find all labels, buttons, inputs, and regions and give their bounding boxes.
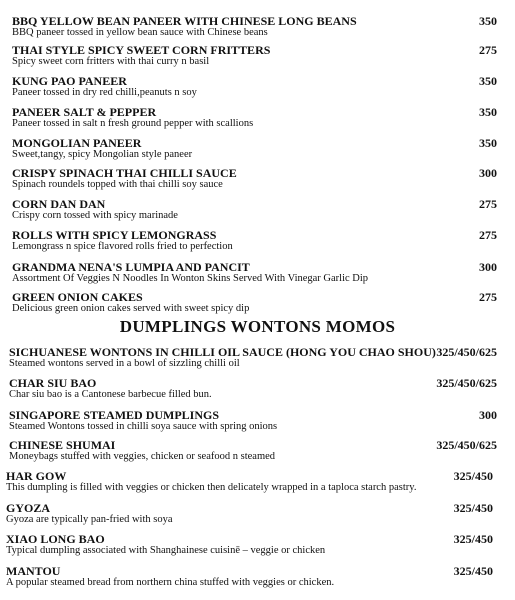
- item-description: Delicious green onion cakes served with sweet spicy dip: [12, 303, 250, 314]
- item-description: Lemongrass n spice flavored rolls fried to perfection: [12, 241, 233, 252]
- item-price: 325/450: [453, 564, 493, 578]
- item-name: CORN DAN DAN: [12, 197, 106, 211]
- item-description: Steamed wontons served in a bowl of sizzling chilli oil: [9, 358, 240, 369]
- item-price: 275: [479, 228, 497, 242]
- item-price: 300: [479, 166, 497, 180]
- item-name: CHAR SIU BAO: [9, 376, 97, 390]
- item-name: KUNG PAO PANEER: [12, 74, 127, 88]
- item-name: XIAO LONG BAO: [6, 532, 105, 546]
- item-price: 325/450/625: [436, 438, 497, 452]
- item-name: ROLLS WITH SPICY LEMONGRASS: [12, 228, 217, 242]
- item-price: 325/450/625: [436, 345, 497, 359]
- item-description: Crispy corn tossed with spicy marinade: [12, 210, 178, 221]
- item-name: CRISPY SPINACH THAI CHILLI SAUCE: [12, 166, 237, 180]
- item-price: 350: [479, 74, 497, 88]
- item-price: 300: [479, 408, 497, 422]
- item-name: MANTOU: [6, 564, 61, 578]
- item-description: Steamed Wontons tossed in chilli soya sauce with spring onions: [9, 421, 278, 432]
- item-description: BBQ paneer tossed in yellow bean sauce with Chinese beans: [12, 27, 268, 38]
- item-name: SINGAPORE STEAMED DUMPLINGS: [9, 408, 220, 422]
- item-description: This dumpling is filled with veggies or chicken then delicately wrapped in a taploca starch pastry.: [6, 482, 417, 493]
- item-name: SICHUANESE WONTONS IN CHILLI OIL SAUCE (HONG YOU CHAO SHOU): [9, 345, 436, 359]
- item-price: 325/450/625: [436, 376, 497, 390]
- item-price: 275: [479, 290, 497, 304]
- item-description: Moneybags stuffed with veggies, chicken or seafood n steamed: [9, 451, 276, 462]
- item-price: 350: [479, 105, 497, 119]
- item-name: PANEER SALT & PEPPER: [12, 105, 157, 119]
- item-description: Gyoza are typically pan-fried with soya: [6, 514, 173, 525]
- item-name: MONGOLIAN PANEER: [12, 136, 142, 150]
- item-price: 325/450: [453, 501, 493, 515]
- item-description: Paneer tossed in dry red chilli,peanuts n soy: [12, 87, 197, 98]
- item-description: Char siu bao is a Cantonese barbecue filled bun.: [9, 389, 212, 400]
- item-description: Spicy sweet corn fritters with thai curry n basil: [12, 56, 210, 67]
- item-description: Assortment Of Veggies N Noodles In Wonton Skins Served With Vinegar Garlic Dip: [12, 273, 369, 284]
- item-description: Paneer tossed in salt n fresh ground pepper with scallions: [12, 118, 254, 129]
- item-name: HAR GOW: [6, 469, 67, 483]
- item-name: THAI STYLE SPICY SWEET CORN FRITTERS: [12, 43, 271, 57]
- item-description: A popular steamed bread from northern china stuffed with veggies or chicken.: [6, 577, 335, 588]
- item-name: CHINESE SHUMAI: [9, 438, 116, 452]
- item-name: GREEN ONION CAKES: [12, 290, 143, 304]
- item-price: 275: [479, 197, 497, 211]
- item-description: Spinach roundels topped with thai chilli soy sauce: [12, 179, 223, 190]
- item-price: 350: [479, 14, 497, 28]
- item-price: 275: [479, 43, 497, 57]
- item-description: Typical dumpling associated with Shanghainese cuisinē – veggie or chicken: [6, 545, 326, 556]
- item-name: GYOZA: [6, 501, 51, 515]
- item-price: 325/450: [453, 532, 493, 546]
- section-heading: DUMPLINGS WONTONS MOMOS: [119, 317, 396, 336]
- item-description: Sweet,tangy, spicy Mongolian style paneer: [12, 149, 193, 160]
- item-name: GRANDMA NENA'S LUMPIA AND PANCIT: [12, 260, 250, 274]
- item-price: 325/450: [453, 469, 493, 483]
- item-price: 300: [479, 260, 497, 274]
- item-name: BBQ YELLOW BEAN PANEER WITH CHINESE LONG BEANS: [12, 14, 357, 28]
- item-price: 350: [479, 136, 497, 150]
